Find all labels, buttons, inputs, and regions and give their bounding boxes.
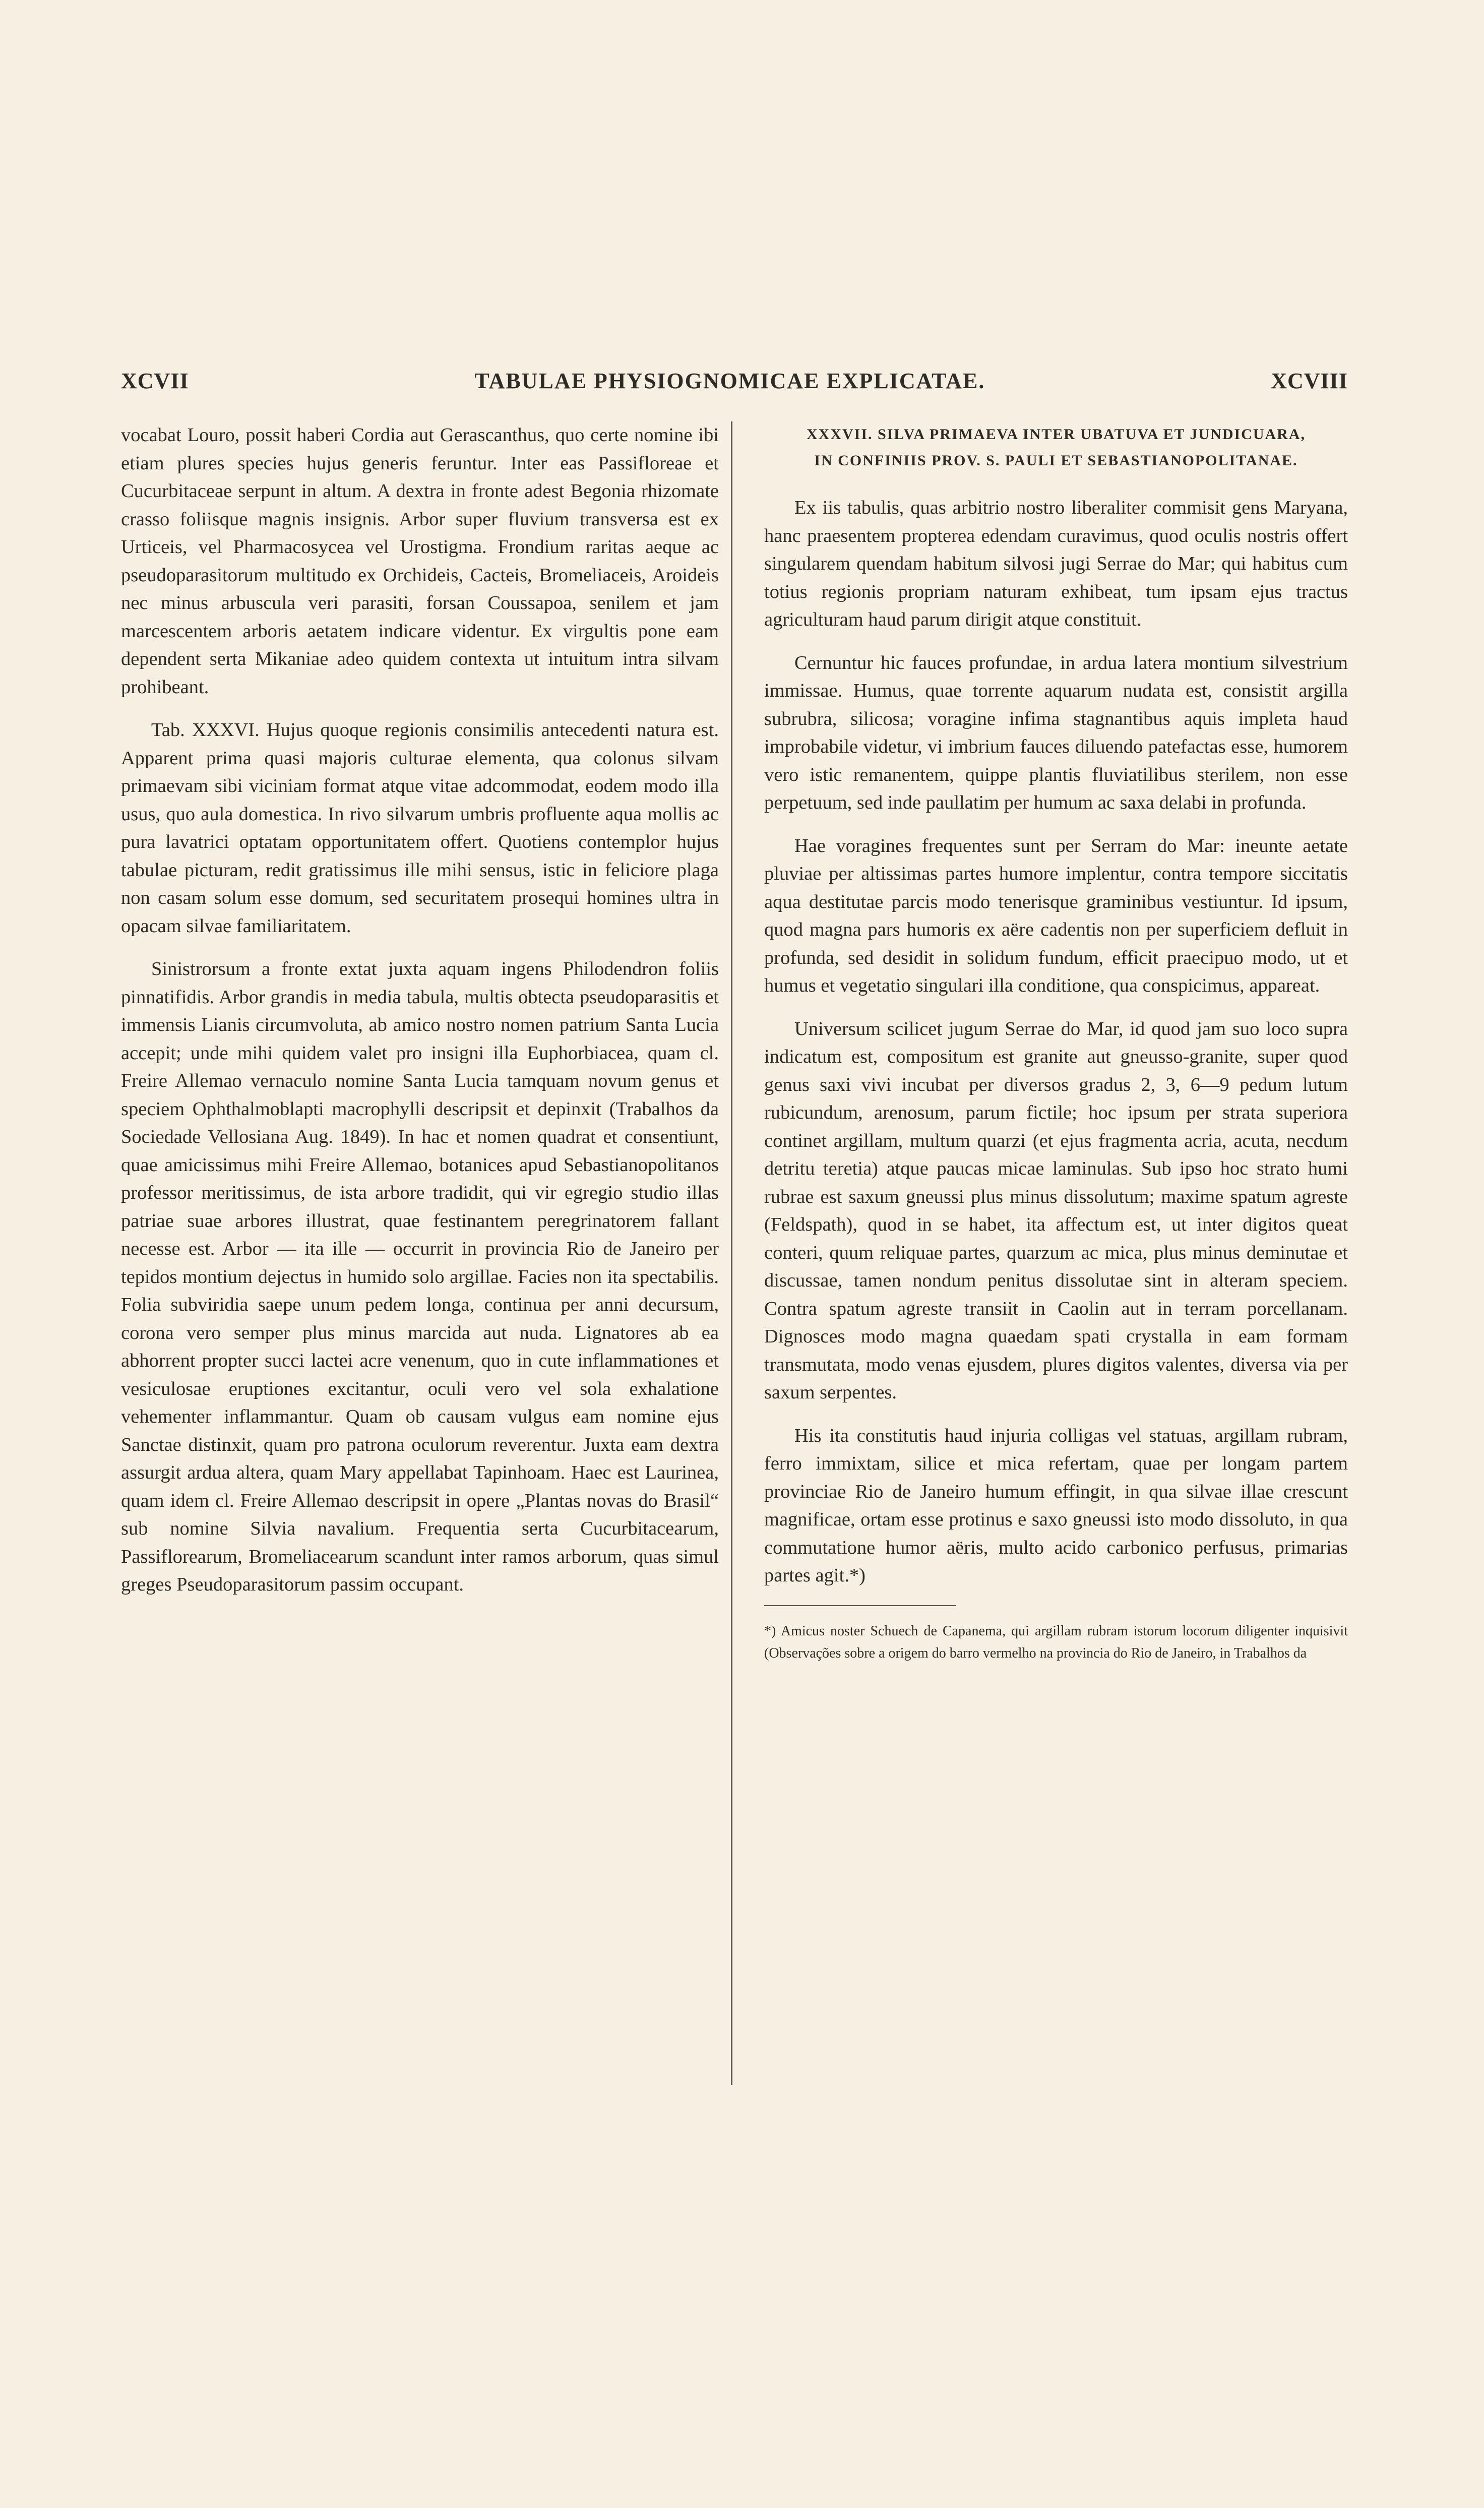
left-paragraph-2: Tab. XXXVI. Hujus quoque regionis consimilis antecedenti natura est. Apparent prima quasi majoris culturae elementa, qua colonus silvam primaevam sibi viciniam format atque vitae adcommodat, eodem modo illa usus, quo aula domestica. In rivo silvarum umbris profluente aqua mollis ac pura lavatrici optatam opportunitatem offert. Quotiens contemplor hujus tabulae picturam, redit gratissimus ille mihi sensus, istic in feliciore plaga non casam solum esse domum, sed securitatem prosequi homines ultra in opacam silvae familiaritatem.	[121, 719, 719, 937]
section-heading-line-1: XXXVII. SILVA PRIMAEVA INTER UBATUVA ET JUNDICUARA,	[807, 426, 1306, 443]
running-header	[121, 368, 1348, 398]
footnote-rule	[764, 1605, 956, 1606]
right-paragraph-1: Ex iis tabulis, quas arbitrio nostro liberaliter commisit gens Maryana, hanc praesentem propterea edendam curavimus, quod oculis nostris offert singularem quendam habitum silvosi jugi Serrae do Mar; qui habitus cum totius regionis propriam naturam exhibeat, tum ipsam ejus tractus agriculturam haud parum dirigit atque constituit.	[764, 497, 1348, 630]
right-page-number: XCVIII	[1271, 369, 1348, 393]
left-paragraph-1: vocabat Louro, possit haberi Cordia aut Gerascanthus, quo certe nomine ibi etiam plures species hujus generis feruntur. Inter eas Passifloreae et Cucurbitaceae serpunt in altum. A dextra in fronte adest Begonia rhizomate crasso foliisque magnis insignis. Arbor super fluvium transversa est ex Urticeis, vel Pharmacosycea vel Urostigma. Frondium raritas aeque ac pseudoparasitorum multitudo ex Orchideis, Cacteis, Bromeliaceis, Aroideis nec minus arbuscula veri parasiti, forsan Coussapoa, senilem et jam marcescentem arboris aetatem indicare videntur. Ex virgultis pone eam dependent serta Mikaniae adeo quidem contexta ut intuitum intra silvam prohibeant.	[121, 424, 719, 698]
right-column	[764, 421, 1348, 1680]
right-paragraph-2: Cernuntur hic fauces profundae, in ardua latera montium silvestrium immissae. Humus, quae torrente aquarum nudata est, consistit argilla subrubra, silicosa; voragine infima stagnantibus aquis impleta haud improbabile videtur, vi imbrium fauces diluendo patefactas esse, humorem vero istic remanentem, quippe plantis fluviatilibus sterilem, non esse perpetuum, sed inde paullatim per humum ac saxa delabi in profunda.	[764, 652, 1348, 813]
column-divider	[731, 421, 732, 2085]
running-title: TABULAE PHYSIOGNOMICAE EXPLICATAE.	[474, 369, 985, 393]
section-heading-line-2: IN CONFINIIS PROV. S. PAULI ET SEBASTIANOPOLITANAE.	[814, 452, 1298, 469]
right-paragraph-3: Hae voragines frequentes sunt per Serram do Mar: ineunte aetate pluviae per altissimas partes humore implentur, contra tempore siccitatis aqua destitutae parcis modo tenerisque graminibus vestiuntur. Id ipsum, quod magna pars humoris ex aëre cadentis non per superficiem defluit in profunda, sed desidit in solidum fundum, efficit praecipuo modo, ut et humus et vegetatio singulari illa conditione, qua conspicimus, appareat.	[764, 835, 1348, 996]
left-page-number: XCVII	[121, 369, 189, 393]
right-paragraph-4: Universum scilicet jugum Serrae do Mar, id quod jam suo loco supra indicatum est, compositum est granite aut gneusso-granite, super quod genus saxi vivi incubat per diversos gradus 2, 3, 6—9 pedum lutum rubicundum, arenosum, parum fictile; hoc ipsum per strata superiora continet argillam, multum quarzi (et ejus fragmenta acria, acuta, necdum detritu teretia) atque paucas micae laminulas. Sub ipso hoc strato humi rubrae est saxum gneussi plus minus dissolutum; maxime spatum agreste (Feldspath), quod in se habet, ita affectum est, ut inter digitos queat conteri, quum reliquae partes, quarzum ac mica, plus minus deminutae et discussae, tamen nondum penitus dissolutae sint in alteram speciem. Contra spatum agreste transiit in Caolin aut in terram porcellanam. Dignosces modo magna quaedam spati crystalla in eam formam transmutata, modo venas ejusdem, plures digitos valentes, diversa via per saxum serpentes.	[764, 1018, 1348, 1403]
right-paragraph-5: His ita constitutis haud injuria colligas vel statuas, argillam rubram, ferro immixtam, silice et mica refertam, quae per longam partem provinciae Rio de Janeiro humum effingit, in qua silvae illae crescunt magnificae, ortam esse protinus e saxo gneussi isto modo dissoluto, in qua commutatione humor aëris, multo acido carbonico perfusus, primarias partes agit.*)	[764, 1425, 1348, 1586]
footnote: *) Amicus noster Schuech de Capanema, qui argillam rubram istorum locorum diligenter inquisivit (Observações sobre a origem do barro vermelho na provincia do Rio de Janeiro, in Trabalhos da	[764, 1623, 1348, 1661]
left-paragraph-3: Sinistrorsum a fronte extat juxta aquam ingens Philodendron foliis pinnatifidis. Arbor grandis in media tabula, multis obtecta pseudoparasitis et immensis Lianis circumvoluta, ab amico nostro nomen patrium Santa Lucia accepit; unde mihi quidem valet pro insigni illa Euphorbiacea, quam cl. Freire Allemao vernaculo nomine Santa Lucia tamquam novum genus et speciem Ophthalmoblapti macrophylli descripsit et depinxit (Trabalhos da Sociedade Vellosiana Aug. 1849). In hac et nomen quadrat et consentiunt, quae amicissimus mihi Freire Allemao, botanices apud Sebastianopolitanos professor meritissimus, de ista arbore tradidit, qui vir egregio studio illas patriae suae arbores illustrat, quae festinantem peregrinatorem fallant necesse est. Arbor — ita ille — occurrit in provincia Rio de Janeiro per tepidos montium dejectus in humido solo argillae. Facies non ita spectabilis. Folia subviridia saepe unum pedem longa, continua per anni decursum, corona vero semper plus minus marcida aut nuda. Lignatores ab ea abhorrent propter succi lactei acre venenum, quo in cute inflammationes et vesiculosae eruptiones excitantur, oculi vero vel sola exhalatione vehementer inflammantur. Quam ob causam vulgus eam nomine ejus Sanctae distinxit, quam pro patrona oculorum reverentur. Juxta eam dextra assurgit ardua altera, quam Mary appellabat Tapinhoam. Haec est Laurinea, quam idem cl. Freire Allemao descripsit in opere „Plantas novas do Brasil“ sub nomine Silvia navalium. Frequentia serta Cucurbitacearum, Passiflorearum, Bromeliacearum scandunt inter ramos arborum, quas simul greges Pseudoparasitorum passim occupant.	[121, 958, 719, 1595]
section-heading	[764, 421, 1348, 474]
left-column	[121, 421, 719, 1614]
